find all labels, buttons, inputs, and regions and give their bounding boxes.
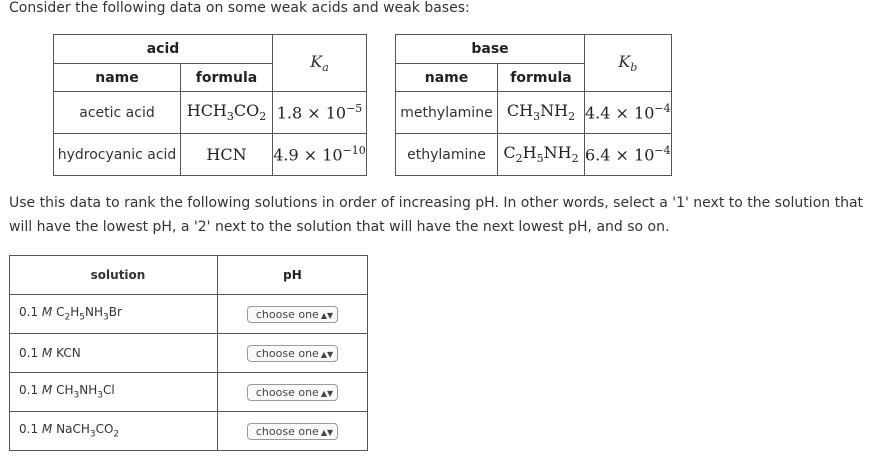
ph-header: pH xyxy=(218,256,368,295)
solution-cell: 0.1 M $C_2H_5NH_3Br$ xyxy=(10,295,218,334)
acid-formula-cell: HCN xyxy=(181,134,273,176)
updown-arrows-icon: ▲▼ xyxy=(320,310,334,320)
acid-name-cell: hydrocyanic acid xyxy=(54,134,181,176)
ph-ranking-table xyxy=(9,255,368,451)
ph-rank-select[interactable]: choose one ▲▼ xyxy=(247,345,338,362)
base-name-header: name xyxy=(396,64,498,92)
solution-cell: 0.1 M KCN xyxy=(10,334,218,373)
updown-arrows-icon: ▲▼ xyxy=(320,427,334,437)
acid-formula-header: formula xyxy=(181,64,273,92)
solution-header: solution xyxy=(10,256,218,295)
updown-arrows-icon: ▲▼ xyxy=(320,388,334,398)
kb-header: $K_b$ xyxy=(585,35,672,92)
instructions-text: Use this data to rank the following solutions in order of increasing pH. In other words, select a '1' next to the solution that will have the lowest pH, a '2' next to the solution that will have the next lowest pH, and so on. xyxy=(9,195,864,235)
base-group-header: base xyxy=(396,35,585,64)
acid-name-cell: acetic acid xyxy=(54,92,181,134)
acid-data-table xyxy=(53,34,367,176)
acid-name-header: name xyxy=(54,64,181,92)
base-formula-cell: $C_2H_5NH_2$ xyxy=(498,134,585,176)
base-formula-cell: $CH_3NH_2$ xyxy=(498,92,585,134)
updown-arrows-icon: ▲▼ xyxy=(320,349,334,359)
solution-cell: 0.1 M $NaCH_3CO_2$ xyxy=(10,412,218,451)
acid-group-header: acid xyxy=(54,35,273,64)
acid-formula-cell: $HCH_3CO_2$ xyxy=(181,92,273,134)
solution-cell: 0.1 M $CH_3NH_3Cl$ xyxy=(10,373,218,412)
intro-text: Consider the following data on some weak acids and weak bases: xyxy=(9,0,470,16)
base-formula-header: formula xyxy=(498,64,585,92)
ph-rank-select[interactable]: choose one ▲▼ xyxy=(247,423,338,440)
base-name-cell: methylamine xyxy=(396,92,498,134)
ka-value-cell: $1.8 \times 10^{-5}$ xyxy=(273,92,367,134)
ka-header: $K_a$ xyxy=(273,35,367,92)
ka-value-cell: $4.9 \times 10^{-10}$ xyxy=(273,134,367,176)
kb-value-cell: $4.4 \times 10^{-4}$ xyxy=(585,92,672,134)
base-data-table xyxy=(395,34,672,176)
ph-rank-select[interactable]: choose one ▲▼ xyxy=(247,306,338,323)
kb-value-cell: $6.4 \times 10^{-4}$ xyxy=(585,134,672,176)
base-name-cell: ethylamine xyxy=(396,134,498,176)
ph-rank-select[interactable]: choose one ▲▼ xyxy=(247,384,338,401)
